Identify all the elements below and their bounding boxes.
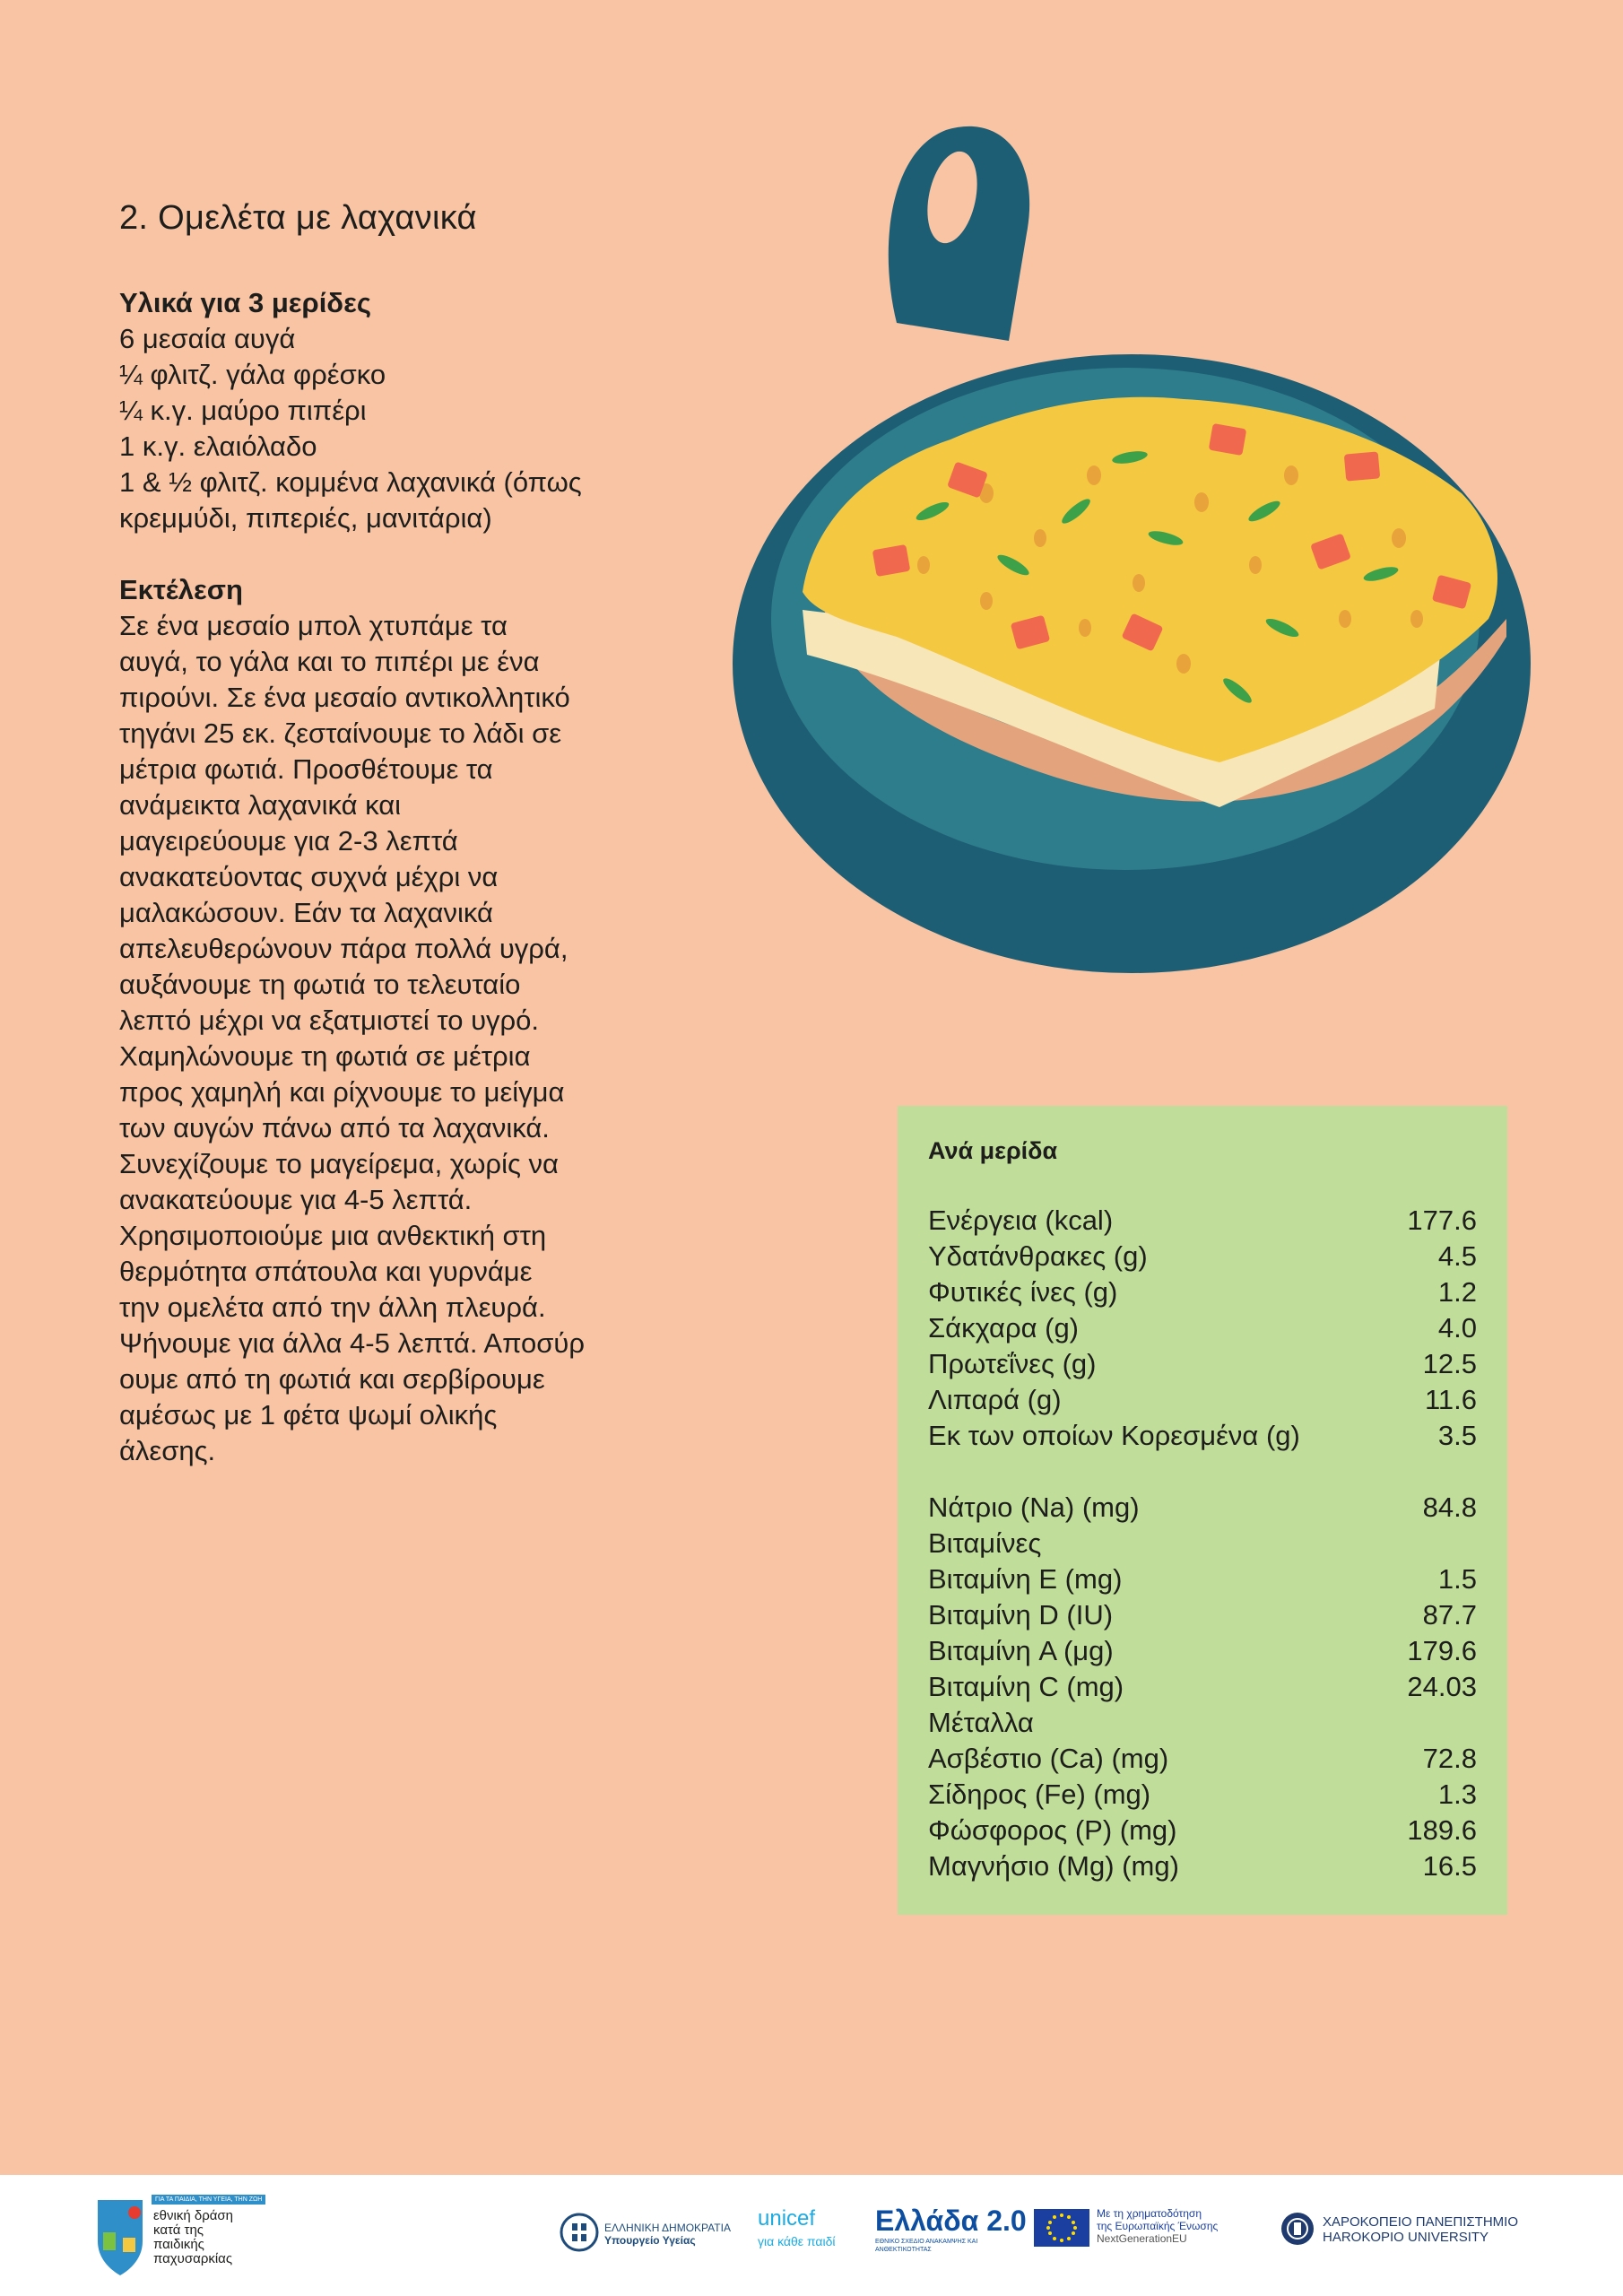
nutrition-row <box>928 1741 1477 1777</box>
nutrient-value: 72.8 <box>1422 1743 1477 1774</box>
logo1-line: εθνική δράση <box>153 2208 234 2223</box>
nutrition-row <box>928 1274 1477 1310</box>
nutrient-label: Φώσφορος (P) (mg) <box>928 1814 1177 1846</box>
nutrition-row <box>928 1418 1477 1454</box>
logo1-line: παχυσαρκίας <box>153 2251 233 2266</box>
logo1-tagline: ΓΙΑ ΤΑ ΠΑΙΔΙΑ, ΤΗΝ ΥΓΕΙΑ, ΤΗΝ ΖΩΗ <box>152 2195 265 2205</box>
method-line: θερμότητα σπάτουλα και γυρνάμε <box>119 1256 533 1287</box>
method-text <box>119 608 675 1469</box>
method-line: προς χαμηλή και ρίχνουμε το μείγμα <box>119 1076 565 1108</box>
method-line: Συνεχίζουμε το μαγείρεμα, χωρίς να <box>119 1148 559 1179</box>
nutrient-value: 1.5 <box>1437 1563 1477 1595</box>
nutrition-row <box>928 1490 1477 1526</box>
method-line: των αυγών πάνω από τα λαχανικά. <box>119 1112 550 1144</box>
nutrient-value: 24.03 <box>1407 1671 1477 1702</box>
nutrient-label: Μαγνήσιο (Mg) (mg) <box>928 1850 1179 1882</box>
nutrition-row <box>928 1310 1477 1346</box>
nutrient-label: Βιταμίνη E (mg) <box>928 1563 1123 1595</box>
method-line: ουμε από τη φωτιά και σερβίρουμε <box>119 1363 545 1395</box>
nutrition-row <box>928 1239 1477 1274</box>
nutrient-value <box>1378 1705 1477 1741</box>
nutrition-row <box>928 1669 1477 1705</box>
logo6-line: HAROKOPIO UNIVERSITY <box>1323 2230 1489 2245</box>
nutrient-value: 87.7 <box>1422 1599 1477 1631</box>
method-line: λεπτό μέχρι να εξατμιστεί το υγρό. <box>119 1004 540 1036</box>
nutrition-row <box>928 1382 1477 1418</box>
logo2-line: ΕΛΛΗΝΙΚΗ ΔΗΜΟΚΡΑΤΙΑ <box>604 2222 731 2234</box>
harokopio-university-logo <box>1280 2211 1549 2256</box>
logo5-line: της Ευρωπαϊκής Ένωσης <box>1097 2220 1219 2232</box>
greek-emblem-icon <box>560 2213 599 2252</box>
method-line: μαλακώσουν. Εάν τα λαχανικά <box>119 897 493 928</box>
method-line: Χαμηλώνουμε τη φωτιά σε μέτρια <box>119 1040 531 1072</box>
ingredient-item: 1 κ.γ. ελαιόλαδο <box>119 430 317 462</box>
nutrient-label: Υδατάνθρακες (g) <box>928 1240 1148 1272</box>
nutrition-row <box>928 1848 1477 1884</box>
shield-icon <box>94 2196 146 2277</box>
nutrition-row <box>928 1813 1477 1848</box>
method-line: Σε ένα μεσαίο μπολ χτυπάμε τα <box>119 610 508 641</box>
logo1-line: κατά της <box>153 2222 204 2238</box>
method-line: μέτρια φωτιά. Προσθέτουμε τα <box>119 753 493 785</box>
ingredient-item: ¼ κ.γ. μαύρο πιπέρι <box>119 395 367 426</box>
nutrient-label: Βιταμίνη C (mg) <box>928 1671 1124 1702</box>
nutrient-value: 12.5 <box>1422 1348 1477 1379</box>
nutrient-label: Βιταμίνη D (IU) <box>928 1599 1114 1631</box>
recipe-title: 2. Ομελέτα με λαχανικά <box>119 199 477 237</box>
method-line: τηγάνι 25 εκ. ζεσταίνουμε το λάδι σε <box>119 718 562 749</box>
logo5-line: Με τη χρηματοδότηση <box>1097 2207 1202 2220</box>
nutrient-value: 16.5 <box>1422 1850 1477 1882</box>
nutrition-row <box>928 1633 1477 1669</box>
nutrient-label: Ενέργεια (kcal) <box>928 1205 1114 1236</box>
nutrition-row <box>928 1526 1477 1561</box>
nutrient-label: Ασβέστιο (Ca) (mg) <box>928 1743 1169 1774</box>
nutrient-value: 11.6 <box>1424 1384 1477 1415</box>
nutrient-label: Σίδηρος (Fe) (mg) <box>928 1779 1151 1810</box>
method-heading: Εκτέλεση <box>119 574 243 605</box>
eu-flag-icon <box>1034 2209 1089 2247</box>
ingredient-item: κρεμμύδι, πιπεριές, μανιτάρια) <box>119 502 492 534</box>
nutrient-label: Νάτριο (Na) (mg) <box>928 1492 1140 1523</box>
university-seal-icon <box>1280 2211 1315 2247</box>
nutrient-label: Σάκχαρα (g) <box>928 1312 1080 1344</box>
greece-2-wordmark: Ελλάδα 2.0 <box>875 2205 1027 2237</box>
method-line: μαγειρεύουμε για 2-3 λεπτά <box>119 825 458 857</box>
nutrient-value: 1.3 <box>1437 1779 1477 1810</box>
unicef-wordmark: unicef <box>758 2206 816 2231</box>
unicef-subtitle: για κάθε παιδί <box>758 2234 836 2248</box>
nutrient-label: Πρωτεΐνες (g) <box>928 1348 1097 1379</box>
nutrition-row <box>928 1346 1477 1382</box>
logo6-line: ΧΑΡΟΚΟΠΕΙΟ ΠΑΝΕΠΙΣΤΗΜΙΟ <box>1323 2214 1519 2230</box>
nutrient-value: 84.8 <box>1422 1492 1477 1523</box>
logo1-line: παιδικής <box>153 2237 204 2252</box>
ingredient-item: ¼ φλιτζ. γάλα φρέσκο <box>119 359 386 390</box>
nutrition-row <box>928 1203 1477 1239</box>
nutrient-value: 177.6 <box>1407 1205 1477 1236</box>
greece-2-logo <box>875 2205 1028 2263</box>
nutrition-row <box>928 1705 1477 1741</box>
ministry-of-health-logo <box>560 2213 739 2257</box>
ingredient-item: 1 & ½ φλιτζ. κομμένα λαχανικά (όπως <box>119 466 582 498</box>
nutrient-label: Λιπαρά (g) <box>928 1384 1062 1415</box>
nutrient-label: Εκ των οποίων Κορεσμένα (g) <box>928 1420 1300 1451</box>
omelette-pan-illustration <box>717 117 1578 978</box>
method-line: απελευθερώνουν πάρα πολλά υγρά, <box>119 933 568 964</box>
method-line: αυγά, το γάλα και το πιπέρι με ένα <box>119 646 540 677</box>
recipe-body <box>119 285 675 1469</box>
logo2-line: Υπουργείο Υγείας <box>604 2234 696 2247</box>
nutrient-value <box>1378 1526 1477 1561</box>
nutrition-row <box>928 1597 1477 1633</box>
ingredients-list <box>119 321 675 536</box>
method-line: Χρησιμοποιούμε μια ανθεκτική στη <box>119 1220 547 1251</box>
footer-logos <box>0 2175 1623 2296</box>
ingredients-heading: Υλικά για 3 μερίδες <box>119 287 371 318</box>
method-line: άλεσης. <box>119 1435 216 1466</box>
nutrition-heading: Ανά μερίδα <box>928 1137 1058 1164</box>
nutrient-value: 1.2 <box>1437 1276 1477 1308</box>
eu-funding-logo <box>1034 2207 1267 2261</box>
ingredient-item: 6 μεσαία αυγά <box>119 323 296 354</box>
nutrient-value: 4.5 <box>1437 1240 1477 1272</box>
nutrient-label: Βιταμίνη A (μg) <box>928 1635 1114 1666</box>
nutrient-label: Μέταλλα <box>928 1707 1034 1738</box>
national-action-logo <box>94 2195 291 2280</box>
method-line: ανακατεύοντας συχνά μέχρι να <box>119 861 499 892</box>
nutrient-value: 3.5 <box>1437 1420 1477 1451</box>
method-line: αμέσως με 1 φέτα ψωμί ολικής <box>119 1399 498 1431</box>
method-line: την ομελέτα από την άλλη πλευρά. <box>119 1292 546 1323</box>
unicef-logo <box>758 2207 856 2261</box>
nutrient-value: 4.0 <box>1437 1312 1477 1344</box>
method-line: ανάμεικτα λαχανικά και <box>119 789 402 821</box>
nutrient-value: 189.6 <box>1407 1814 1477 1846</box>
method-line: ανακατεύουμε για 4-5 λεπτά. <box>119 1184 473 1215</box>
nutrition-box <box>898 1106 1507 1915</box>
nutrition-row <box>928 1561 1477 1597</box>
nutrient-label: Βιταμίνες <box>928 1527 1042 1559</box>
nutrient-value: 179.6 <box>1407 1635 1477 1666</box>
logo5-line: NextGenerationEU <box>1097 2232 1187 2245</box>
method-line: αυξάνουμε τη φωτιά το τελευταίο <box>119 969 521 1000</box>
nutrition-row <box>928 1777 1477 1813</box>
nutrient-label: Φυτικές ίνες (g) <box>928 1276 1118 1308</box>
greece-2-subtitle: ΕΘΝΙΚΟ ΣΧΕΔΙΟ ΑΝΑΚΑΜΨΗΣ ΚΑΙ ΑΝΘΕΚΤΙΚΟΤΗΤΑΣ <box>875 2239 978 2253</box>
method-line: Ψήνουμε για άλλα 4-5 λεπτά. Αποσύρ <box>119 1327 585 1359</box>
method-line: πιρούνι. Σε ένα μεσαίο αντικολλητικό <box>119 682 570 713</box>
